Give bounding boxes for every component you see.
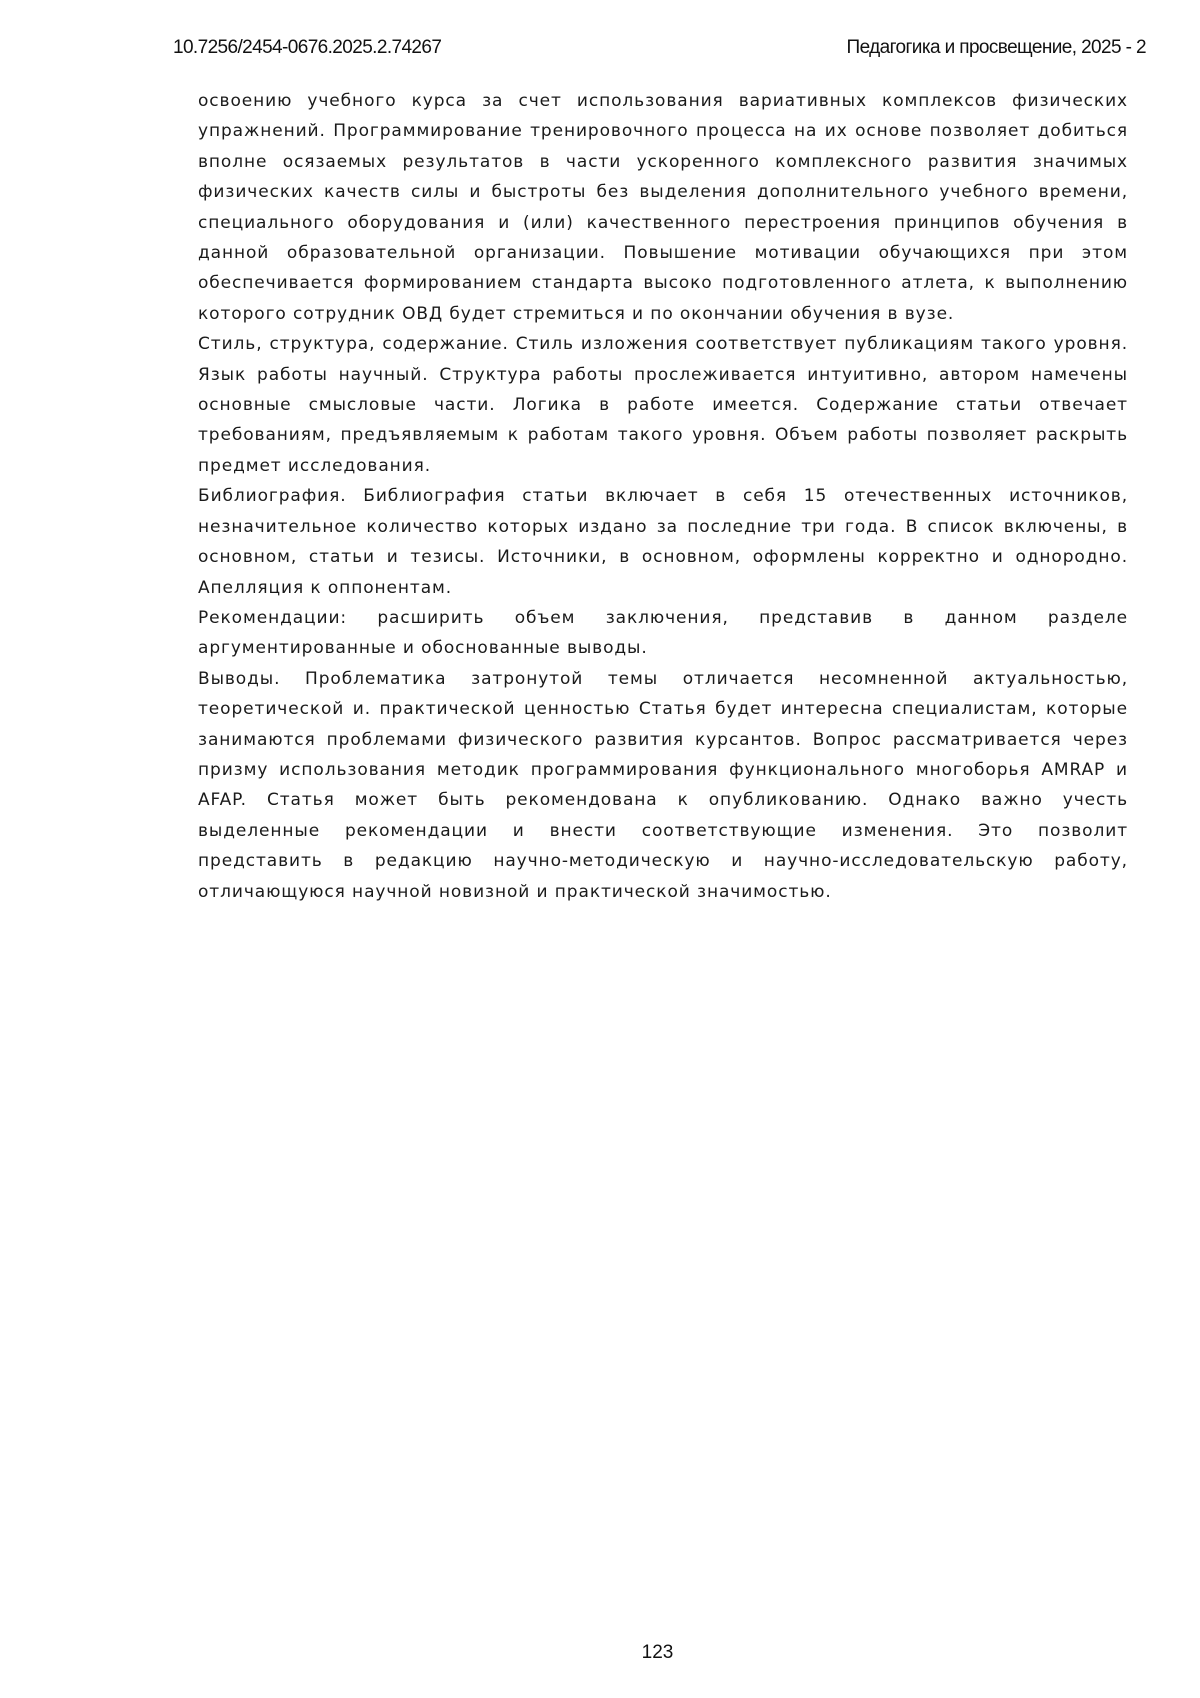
article-body [198,86,1128,907]
paragraph-bibliography: Библиография. Библиография статьи включает в себя 15 отечественных источников, незначительное количество которых издано за последние три года. В список включены, в основном, статьи и тезисы. Источники, в основном, оформлены корректно и однородно. Апелляция к оппонентам. [198,481,1128,603]
doi-text: 10.7256/2454-0676.2025.2.74267 [173,37,441,59]
journal-title: Педагогика и просвещение, 2025 - 2 [847,37,1146,59]
running-header [173,34,1146,62]
paragraph-style-structure: Стиль, структура, содержание. Стиль изложения соответствует публикациям такого уровня. Язык работы научный. Структура работы прослеживается интуитивно, автором намечены основные смысловые части. Логика в работе имеется. Содержание статьи отвечает требованиям, предъявляемым к работам такого уровня. Объем работы позволяет раскрыть предмет исследования. [198,329,1128,481]
paragraph-methodology-conclusion: освоению учебного курса за счет использования вариативных комплексов физических упражнений. Программирование тренировочного процесса на их основе позволяет добиться вполне осязаемых результатов в части ускоренного комплексного развития значимых физических качеств силы и быстроты без выделения дополнительного учебного времени, специального оборудования и (или) качественного перестроения принципов обучения в данной образовательной организации. Повышение мотивации обучающихся при этом обеспечивается формированием стандарта высоко подготовленного атлета, к выполнению которого сотрудник ОВД будет стремиться и по окончании обучения в вузе. [198,86,1128,329]
paragraph-recommendations: Рекомендации: расширить объем заключения, представив в данном разделе аргументированные и обоснованные выводы. [198,603,1128,664]
page-number: 123 [0,1642,1200,1664]
paragraph-conclusions: Выводы. Проблематика затронутой темы отличается несомненной актуальностью, теоретической и. практической ценностью Статья будет интересна специалистам, которые занимаются проблемами физического развития курсантов. Вопрос рассматривается через призму использования методик программирования функционального многоборья AMRAP и AFAP. Статья может быть рекомендована к опубликованию. Однако важно учесть выделенные рекомендации и внести соответствующие изменения. Это позволит представить в редакцию научно-методическую и научно-исследовательскую работу, отличающуюся научной новизной и практической значимостью. [198,664,1128,907]
